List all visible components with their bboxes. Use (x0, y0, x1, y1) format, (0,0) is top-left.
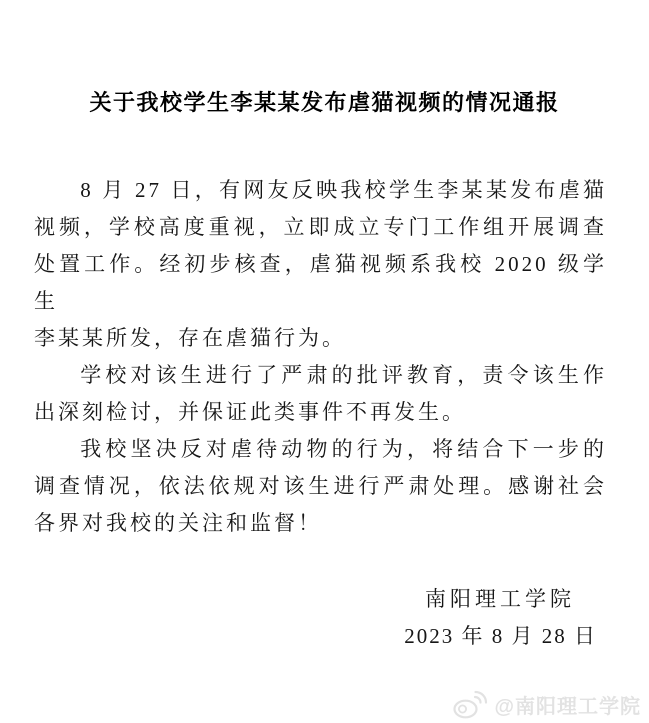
watermark-text: @南阳理工学院 (494, 695, 641, 718)
body-line: 李某某所发，存在虐猫行为。 (34, 326, 346, 350)
body-line: 视频，学校高度重视，立即成立专门工作组开展调查 (34, 215, 607, 239)
body-line: 8 月 27 日，有网友反映我校学生李某某发布虐猫 (80, 178, 607, 202)
body-line: 调查情况，依法依规对该生进行严肃处理。感谢社会 (34, 474, 607, 498)
notice-body (0, 172, 649, 542)
body-line: 各界对我校的关注和监督！ (34, 511, 322, 535)
issuer-name: 南阳理工学院 (425, 587, 575, 611)
body-line: 出深刻检讨，并保证此类事件不再发生。 (34, 400, 466, 424)
issue-date: 2023 年 8 月 28 日 (404, 624, 597, 648)
body-line: 学校对该生进行了严肃的批评教育，责令该生作 (80, 363, 607, 387)
weibo-watermark (452, 689, 641, 719)
weibo-icon (452, 689, 489, 719)
body-line: 处置工作。经初步核查，虐猫视频系我校 2020 级学生 (34, 252, 607, 313)
body-line: 我校坚决反对虐待动物的行为，将结合下一步的 (80, 437, 607, 461)
notice-title: 关于我校学生李某某发布虐猫视频的情况通报 (89, 90, 560, 115)
signature-block (0, 581, 649, 655)
